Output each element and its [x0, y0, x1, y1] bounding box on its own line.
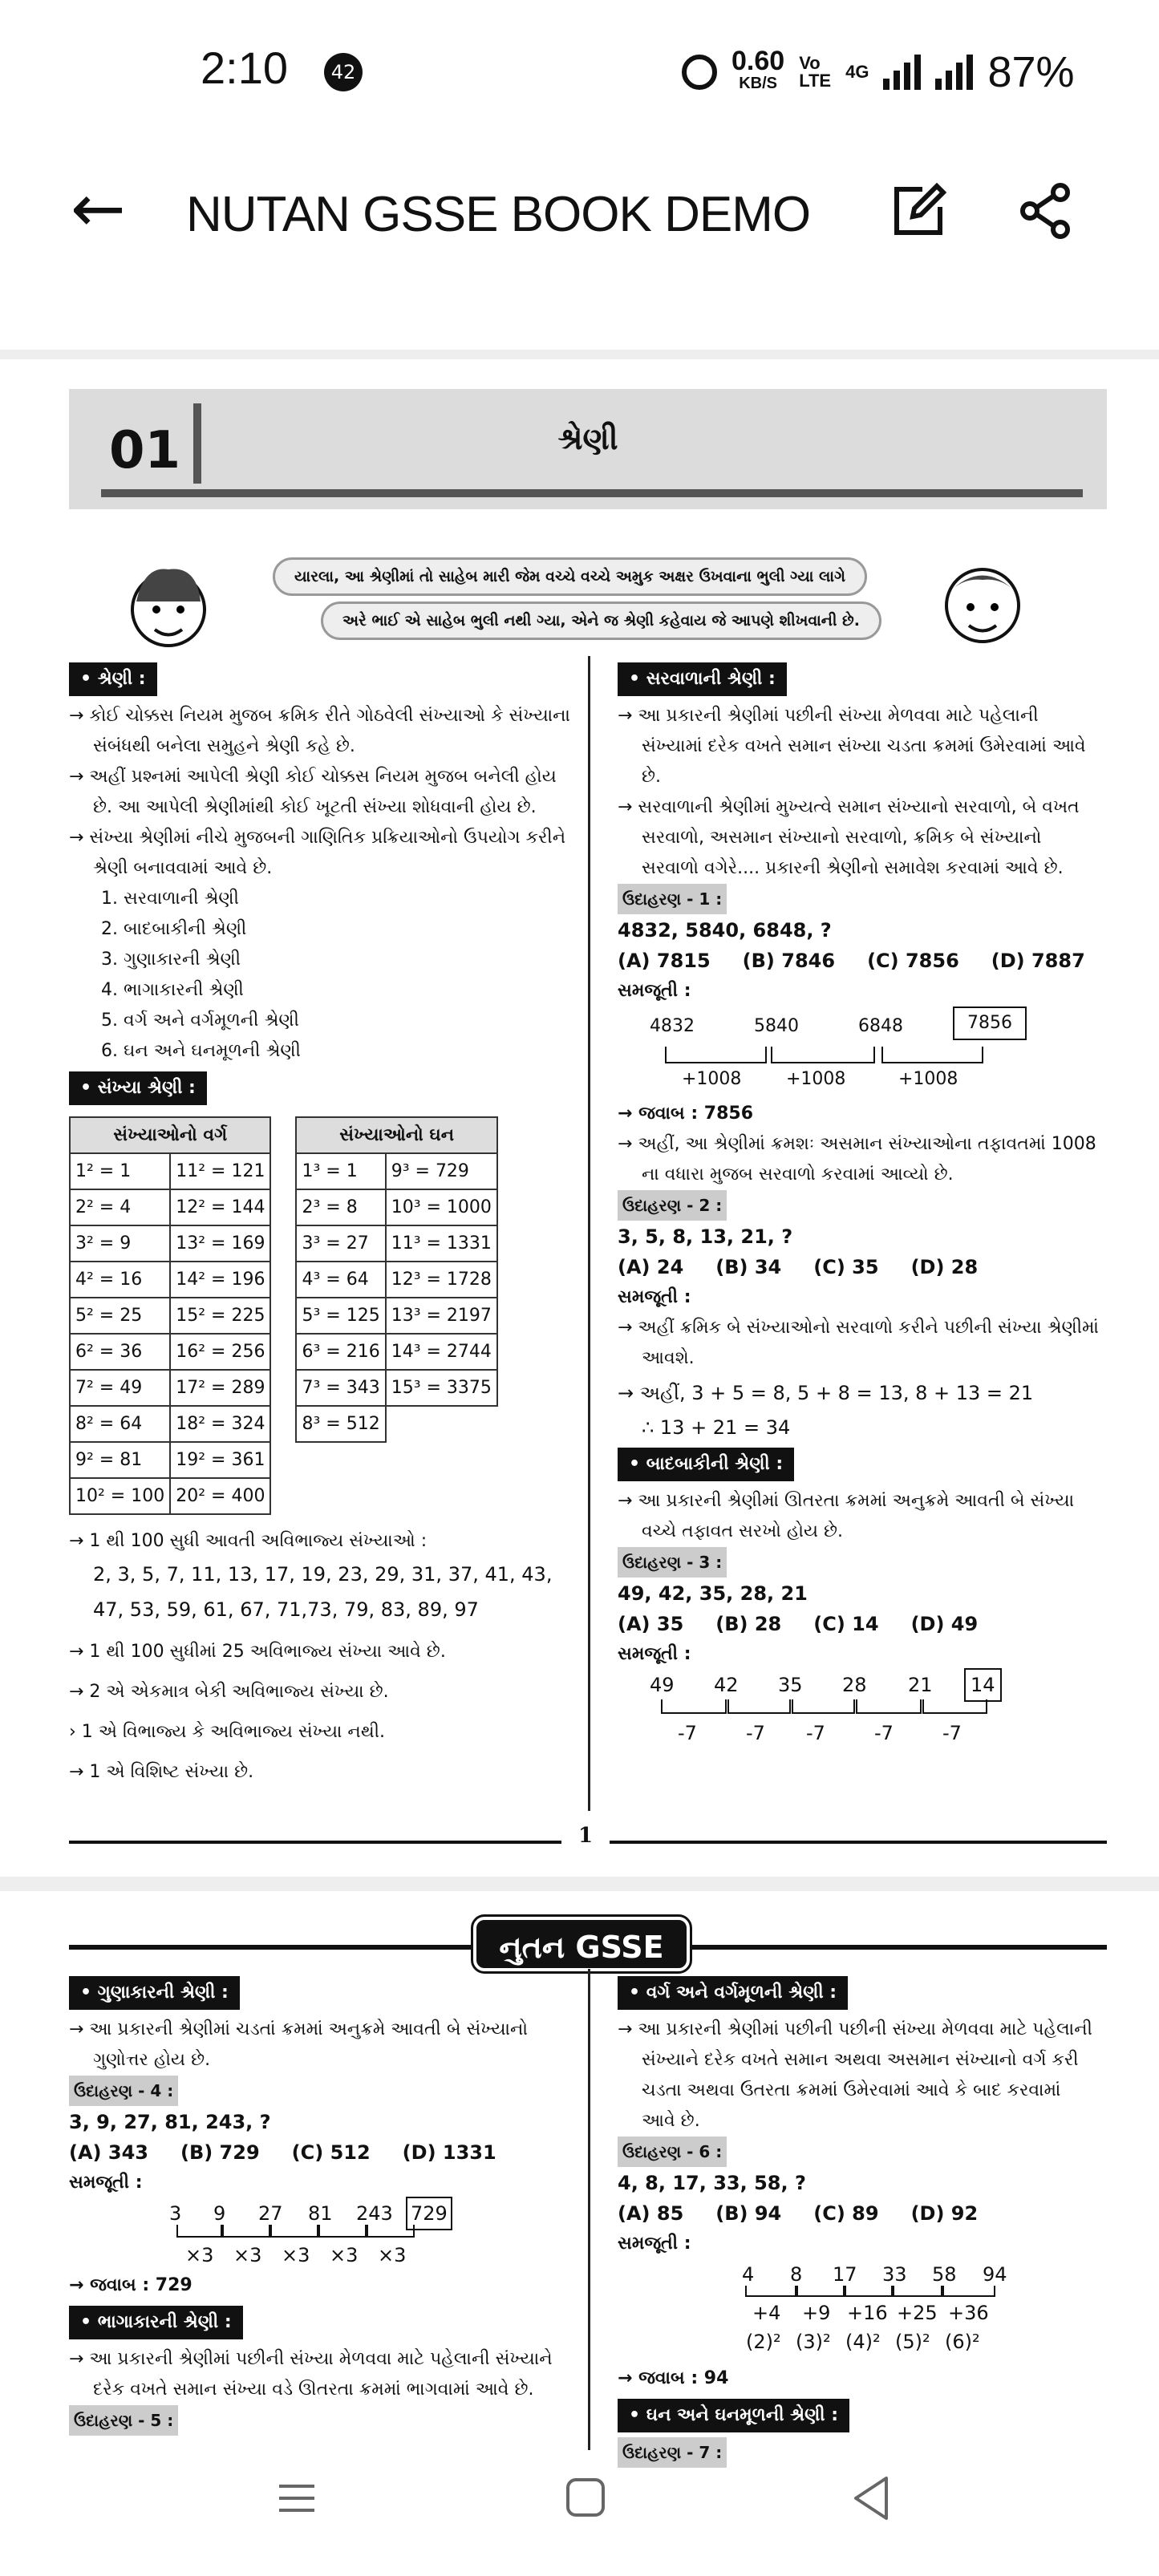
- table-cell: 4² = 16: [70, 1262, 170, 1298]
- example-label: ઉદાહરણ - 7 :: [618, 2437, 727, 2468]
- network-4g-icon: 4G: [845, 62, 869, 82]
- options: (A) 343 (B) 729 (C) 512 (D) 1331: [69, 2141, 496, 2164]
- diagram-step: -7: [678, 1722, 697, 1744]
- chapter-title: શ્રેણી: [557, 421, 618, 456]
- status-bar: [0, 0, 1159, 144]
- section-heading-multiplication: • ગુણાકારની શ્રેણી :: [69, 1976, 240, 2010]
- diagram-value: 94: [983, 2263, 1007, 2286]
- table-cell: 1² = 1: [70, 1153, 170, 1189]
- left-column: [69, 658, 570, 1792]
- section-heading-cube: • ઘન અને ઘનમૂળની શ્રેણી :: [618, 2399, 849, 2432]
- diagram-value: 6848: [858, 1016, 903, 1036]
- paragraph: → આ પ્રકારની શ્રેણીમાં ઊતરતા ક્રમમાં અનુક્રમે આવતી બે સંખ્યા વચ્ચે તફાવત સરખો હોય છે.: [618, 1491, 1075, 1541]
- diagram-value: 17: [833, 2263, 857, 2286]
- table-cell: 6² = 36: [70, 1334, 170, 1370]
- table-cell: 2³ = 8: [296, 1189, 385, 1225]
- question: 3, 5, 8, 13, 21, ?: [618, 1225, 793, 1248]
- diagram-answer-box: 729: [406, 2197, 452, 2230]
- equation: ∴ 13 + 21 = 34: [642, 1416, 791, 1439]
- table-row: [70, 1334, 270, 1370]
- options: (A) 7815 (B) 7846 (C) 7856 (D) 7887: [618, 950, 1085, 972]
- fact: → 1 એ વિશિષ્ટ સંખ્યા છે.: [69, 1762, 254, 1782]
- example-label: ઉદાહરણ - 1 :: [618, 884, 727, 914]
- table-cell: 7² = 49: [70, 1370, 170, 1406]
- diagram-example-1: [618, 1007, 1099, 1099]
- section-heading-square: • વર્ગ અને વર્ગમૂળની શ્રેણી :: [618, 1976, 848, 2010]
- diagram-square: (3)²: [796, 2331, 831, 2353]
- fact: › 1 એ વિભાજ્ય કે અવિભાજ્ય સંખ્યા નથી.: [69, 1722, 385, 1742]
- divider: [0, 1877, 1159, 1891]
- app-bar: [0, 144, 1159, 353]
- answer: → જવાબ : 729: [69, 2275, 192, 2295]
- diagram-square: (4)²: [845, 2331, 881, 2353]
- paragraph: → આ પ્રકારની શ્રેણીમાં પછીની સંખ્યા મેળવવા માટે પહેલાની સંખ્યાને દરેક વખતે સમાન સંખ્યા વડે ઊતરતા ક્રમમાં ભાગવામાં આવે છે.: [69, 2349, 553, 2400]
- diagram-example-6: [618, 2259, 1099, 2363]
- options: (A) 24 (B) 34 (C) 35 (D) 28: [618, 1256, 979, 1278]
- table-cell: 10³ = 1000: [386, 1189, 497, 1225]
- diagram-example-3: [618, 1670, 1099, 1750]
- alarm-icon: [682, 55, 717, 90]
- section-heading-addition: • સરવાળાની શ્રેણી :: [618, 662, 787, 696]
- table-cell: 11² = 121: [170, 1153, 270, 1189]
- table-cell: 3² = 9: [70, 1225, 170, 1262]
- cubes-table: સંખ્યાઓનો ઘન 1³ = 1 9³ = 729 2³ = 8 10³ = 1000 3³ = 27 11³ = 1331 4³ = 64 12³ = 1728 5³ = 125 13³ = 2197 6³ = 216 14³ = 2744 7³ = 343 15³ = 3375 8³ = 512: [295, 1116, 497, 1443]
- status-icons: [682, 40, 1075, 104]
- section-heading-number-series: • સંખ્યા શ્રેણી :: [69, 1071, 207, 1105]
- diagram-step: +16: [847, 2302, 888, 2324]
- table-row: [70, 1370, 270, 1406]
- right-column-page-2: [618, 1971, 1099, 2469]
- list-item: 3. ગુણાકારની શ્રેણી: [101, 950, 241, 970]
- table-row: [296, 1225, 496, 1262]
- diagram-step: -7: [942, 1722, 962, 1744]
- back-nav-icon[interactable]: [846, 2462, 894, 2534]
- diagram-value: 5840: [754, 1016, 799, 1036]
- speech-bubble-2: અરે ભાઈ એ સાહેબ ભુલી નથી ગ્યા, એને જ શ્રેણી કહેવાય જે આપણે શીખવાની છે.: [321, 601, 881, 640]
- diagram-value: 27: [258, 2202, 283, 2225]
- diagram-value: 81: [308, 2202, 333, 2225]
- table-cell: 2² = 4: [70, 1189, 170, 1225]
- table-cell: 5² = 25: [70, 1298, 170, 1334]
- table-cell: 16² = 256: [170, 1334, 270, 1370]
- list-item: 6. ઘન અને ઘનમૂળની શ્રેણી: [101, 1041, 301, 1061]
- table-cell: 17² = 289: [170, 1370, 270, 1406]
- diagram-step: +25: [897, 2302, 938, 2324]
- diagram-value: 4: [742, 2263, 755, 2286]
- example-label: ઉદાહરણ - 3 :: [618, 1547, 727, 1578]
- diagram-example-4: [69, 2198, 570, 2270]
- diagram-answer-box: 14: [964, 1668, 1002, 1702]
- table-row: [296, 1334, 496, 1370]
- table-row: [70, 1442, 270, 1478]
- table-cell: 3³ = 27: [296, 1225, 385, 1262]
- section-heading-subtraction: • બાદબાકીની શ્રેણી :: [618, 1448, 794, 1481]
- diagram-step: ×3: [330, 2244, 359, 2266]
- chapter-header: [69, 389, 1107, 509]
- page-number: 1: [561, 1824, 610, 1848]
- table-cell: 1³ = 1: [296, 1153, 385, 1189]
- column-divider: [588, 1969, 590, 2450]
- diagram-value: 35: [778, 1674, 803, 1696]
- table-cell: 10² = 100: [70, 1478, 170, 1514]
- table-cell: 7³ = 343: [296, 1370, 385, 1406]
- table-row: [296, 1298, 496, 1334]
- paragraph: → આ પ્રકારની શ્રેણીમાં પછીની પછીની સંખ્યા મેળવવા માટે પહેલાની સંખ્યાને દરેક વખતે સમાન અથવા અસમાન સંખ્યાનો વર્ગ કરી ચડતા અથવા ઉતરતા ક્રમમાં ઉમેરવામાં આવે કે બાદ કરવામાં આવે છે.: [618, 2019, 1092, 2131]
- explanation-label: સમજૂતી :: [618, 2234, 691, 2254]
- table-cell: 13³ = 2197: [386, 1298, 497, 1334]
- table-cell: 15² = 225: [170, 1298, 270, 1334]
- question: 3, 9, 27, 81, 243, ?: [69, 2111, 271, 2133]
- section-heading-series: • શ્રેણી :: [69, 662, 157, 696]
- question: 4, 8, 17, 33, 58, ?: [618, 2172, 806, 2194]
- diagram-brackets: [69, 2222, 470, 2242]
- recent-apps-icon[interactable]: [273, 2462, 321, 2534]
- explanation-label: સમજૂતી :: [618, 1644, 691, 1664]
- paragraph: → અહીં પ્રશ્નમાં આપેલી શ્રેણી કોઈ ચોક્કસ નિયમ મુજબ બનેલી હોય છે. આ આપેલી શ્રેણીમાંથી કોઈ ખૂટતી સંખ્યા શોધવાની હોય છે.: [69, 767, 557, 817]
- diagram-square: (6)²: [945, 2331, 980, 2353]
- diagram-square: (5)²: [895, 2331, 930, 2353]
- table-cell: 4³ = 64: [296, 1262, 385, 1298]
- table-cell: 8³ = 512: [296, 1406, 385, 1442]
- section-heading-division: • ભાગાકારની શ્રેણી :: [69, 2306, 243, 2339]
- back-arrow-icon[interactable]: ←: [71, 171, 126, 247]
- volte-icon: Vo LTE: [799, 53, 832, 91]
- diagram-step: ×3: [378, 2244, 407, 2266]
- diagram-value: 42: [714, 1674, 739, 1696]
- fact: → 1 થી 100 સુધીમાં 25 અવિભાજ્ય સંખ્યા આવે છે.: [69, 1642, 446, 1662]
- explanation-label: સમજૂતી :: [69, 2173, 143, 2193]
- diagram-value: 21: [908, 1674, 933, 1696]
- table-row: [296, 1153, 496, 1189]
- answer: → જવાબ : 7856: [618, 1104, 754, 1124]
- diagram-step: -7: [806, 1722, 825, 1744]
- diagram-value: 58: [932, 2263, 957, 2286]
- diagram-step: +1008: [898, 1069, 958, 1089]
- diagram-value: 8: [790, 2263, 803, 2286]
- table-cell: 5³ = 125: [296, 1298, 385, 1334]
- table-row: [70, 1478, 270, 1514]
- divider: [0, 350, 1159, 359]
- table-cell: 18² = 324: [170, 1406, 270, 1442]
- list-item: 1. સરવાળાની શ્રેણી: [101, 889, 239, 909]
- diagram-brackets: [618, 1695, 1019, 1719]
- page-title: NUTAN GSSE BOOK DEMO: [186, 187, 811, 242]
- paragraph: → અહીં ક્રમિક બે સંખ્યાઓનો સરવાળો કરીને પછીની સંખ્યા શ્રેણીમાં આવશે.: [618, 1318, 1099, 1368]
- table-cell: 11³ = 1331: [386, 1225, 497, 1262]
- signal-icon: [883, 55, 921, 90]
- options: (A) 85 (B) 94 (C) 89 (D) 92: [618, 2202, 979, 2225]
- example-label: ઉદાહરણ - 6 :: [618, 2137, 727, 2167]
- question: 49, 42, 35, 28, 21: [618, 1582, 808, 1605]
- table-cell: [386, 1406, 497, 1442]
- teacher-cartoon-icon: [938, 549, 1027, 654]
- battery-level: 87%: [987, 48, 1075, 96]
- primes-intro: → 1 થી 100 સુધી આવતી અવિભાજ્ય સંખ્યાઓ :: [69, 1531, 428, 1551]
- question: 4832, 5840, 6848, ?: [618, 919, 832, 942]
- diagram-value: 4832: [650, 1016, 695, 1036]
- status-time: 2:10: [201, 43, 288, 93]
- table-cell: 12³ = 1728: [386, 1262, 497, 1298]
- diagram-step: -7: [874, 1722, 894, 1744]
- diagram-value: 49: [650, 1674, 675, 1696]
- edit-icon[interactable]: [890, 183, 946, 239]
- diagram-answer-box: 7856: [953, 1007, 1027, 1040]
- table-cell: 19² = 361: [170, 1442, 270, 1478]
- table-cell: 9² = 81: [70, 1442, 170, 1478]
- notification-count-badge: 42: [324, 53, 363, 91]
- explanation-label: સમજૂતી :: [618, 1287, 691, 1307]
- chapter-number: 01: [109, 421, 181, 480]
- diagram-step: ×3: [282, 2244, 310, 2266]
- diagram-value: 28: [842, 1674, 867, 1696]
- table-row: [296, 1406, 496, 1442]
- table-row: [70, 1225, 270, 1262]
- right-column: [618, 658, 1099, 1750]
- brand-logo: નુતન GSSE: [473, 1917, 690, 1971]
- example-label: ઉદાહરણ - 4 :: [69, 2076, 178, 2106]
- equation: → અહીં, 3 + 5 = 8, 5 + 8 = 13, 8 + 13 = 21: [618, 1382, 1034, 1404]
- table-cell: 20² = 400: [170, 1478, 270, 1514]
- paragraph: → આ પ્રકારની શ્રેણીમાં ચડતાં ક્રમમાં અનુક્રમે આવતી બે સંખ્યાનો ગુણોત્તર હોય છે.: [69, 2019, 528, 2070]
- table-row: [70, 1298, 270, 1334]
- fact: → 2 એ એકમાત્ર બેકી અવિભાજ્ય સંખ્યા છે.: [69, 1682, 389, 1702]
- table-cell: 13² = 169: [170, 1225, 270, 1262]
- table-row: [70, 1189, 270, 1225]
- squares-table: સંખ્યાઓનો વર્ગ 1² = 1 11² = 121 2² = 4 12² = 144 3² = 9 13² = 169 4² = 16 14² = 196 5² = 25 15² = 225 6² = 36 16² = 256 7² = 49 17² = 289 8² = 64 18² = 324 9² = 81 19² = 361 10² = 100 20² = 400: [69, 1116, 271, 1515]
- diagram-square: (2)²: [746, 2331, 781, 2353]
- diagram-step: +9: [802, 2302, 831, 2324]
- paragraph: → સરવાળાની શ્રેણીમાં મુખ્યત્વે સમાન સંખ્યાનો સરવાળો, બે વખત સરવાળો, અસમાન સંખ્યાનો સરવાળો, ક્રમિક બે સંખ્યાનો સરવાળો વગેરે.... પ્રકારની શ્રેણીનો સમાવેશ કરવામાં આવે છે.: [618, 797, 1080, 878]
- table-cell: 15³ = 3375: [386, 1370, 497, 1406]
- list-item: 4. ભાગાકારની શ્રેણી: [101, 980, 244, 1000]
- diagram-value: 9: [213, 2202, 226, 2225]
- diagram-value: 3: [169, 2202, 182, 2225]
- table-row: [70, 1406, 270, 1442]
- paragraph: → સંખ્યા શ્રેણીમાં નીચે મુજબની ગાણિતિક પ્રક્રિયાઓનો ઉપયોગ કરીને શ્રેણી બનાવવામાં આવે છે.: [69, 828, 566, 878]
- answer: → જવાબ : 94: [618, 2368, 729, 2388]
- table-cell: 12² = 144: [170, 1189, 270, 1225]
- explanation-label: સમજૂતી :: [618, 981, 691, 1001]
- table-cell: 14³ = 2744: [386, 1334, 497, 1370]
- diagram-step: +36: [948, 2302, 989, 2324]
- chapter-underline: [101, 489, 1083, 497]
- primes-list: 2, 3, 5, 7, 11, 13, 17, 19, 23, 29, 31, 37, 41, 43, 47, 53, 59, 61, 67, 71,73, 79, 83, 89, 97: [93, 1563, 553, 1621]
- diagram-value: 33: [882, 2263, 907, 2286]
- list-item: 2. બાદબાકીની શ્રેણી: [101, 919, 247, 939]
- paragraph: → આ પ્રકારની શ્રેણીમાં પછીની સંખ્યા મેળવવા માટે પહેલાની સંખ્યામાં દરેક વખતે સમાન સંખ્યા ચડતા ક્રમમાં ઉમેરવામાં આવે છે.: [618, 706, 1086, 787]
- table-row: [296, 1370, 496, 1406]
- table-row: [296, 1189, 496, 1225]
- network-speed: 0.60 KB/S: [731, 46, 785, 92]
- options: (A) 35 (B) 28 (C) 14 (D) 49: [618, 1613, 979, 1635]
- signal-icon-2: [935, 55, 973, 90]
- left-column-page-2: [69, 1971, 570, 2436]
- home-icon[interactable]: [561, 2462, 610, 2534]
- table-cell: 6³ = 216: [296, 1334, 385, 1370]
- list-item: 5. વર્ગ અને વર્ગમૂળની શ્રેણી: [101, 1011, 299, 1031]
- diagram-step: -7: [746, 1722, 765, 1744]
- diagram-step: ×3: [185, 2244, 214, 2266]
- example-label: ઉદાહરણ - 2 :: [618, 1190, 727, 1221]
- table-row: [296, 1262, 496, 1298]
- diagram-step: +4: [752, 2302, 781, 2324]
- share-icon[interactable]: [1019, 183, 1075, 239]
- diagram-step: +1008: [682, 1069, 742, 1089]
- paragraph: → અહીં, આ શ્રેણીમાં ક્રમશઃ અસમાન સંખ્યાઓના તફાવતમાં 1008 ના વધારા મુજબ સરવાળો કરવામાં આવ્યો છે.: [618, 1134, 1096, 1185]
- table-cell: 8² = 64: [70, 1406, 170, 1442]
- diagram-step: +1008: [786, 1069, 846, 1089]
- boy-cartoon-icon: [124, 553, 213, 658]
- diagram-step: ×3: [233, 2244, 262, 2266]
- table-row: [70, 1262, 270, 1298]
- column-divider: [588, 656, 590, 1811]
- paragraph: → કોઈ ચોક્કસ નિયમ મુજબ ક્રમિક રીતે ગોઠવેલી સંખ્યાઓ કે સંખ્યાના સંબંધથી બનેલા સમુહને શ્રેણી કહે છે.: [69, 706, 570, 756]
- speech-bubble-1: યારલા, આ શ્રેણીમાં તો સાહેબ મારી જેમ વચ્ચે વચ્ચે અમુક અક્ષર ઉખવાના ભુલી ગ્યા લાગે: [273, 557, 867, 596]
- table-cell: 9³ = 729: [386, 1153, 497, 1189]
- table-cell: 14² = 196: [170, 1262, 270, 1298]
- example-label: ઉદાહરણ - 5 :: [69, 2405, 178, 2436]
- diagram-value: 243: [356, 2202, 393, 2225]
- table-row: [70, 1153, 270, 1189]
